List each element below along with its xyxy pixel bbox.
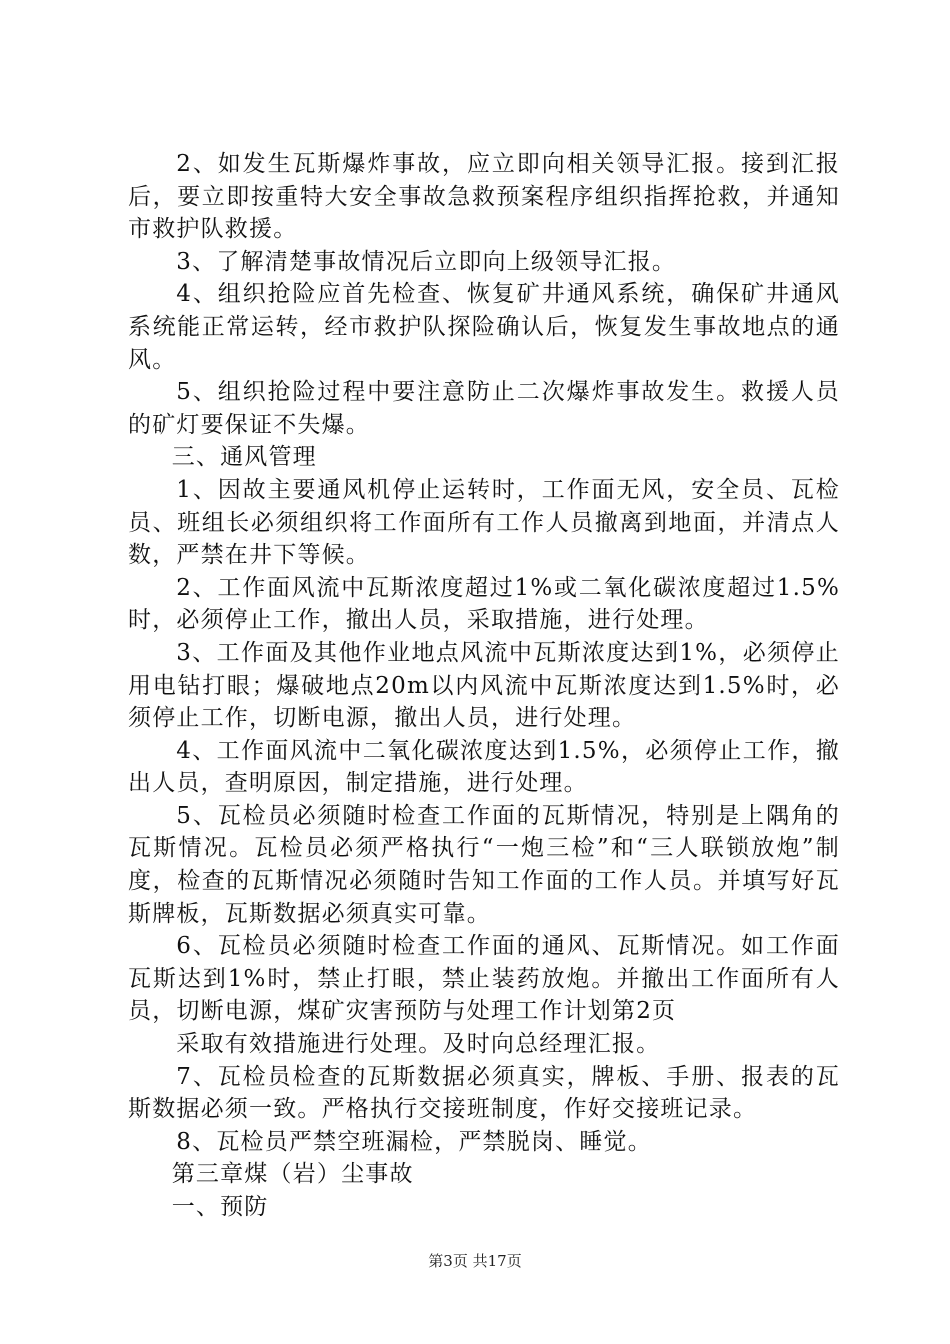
paragraph-fan-stop: 1、因故主要通风机停止运转时，工作面无风，安全员、瓦检员、班组长必须组织将工作面所有工作人员撤离到地面，并清点人数，严禁在井下等候。 <box>128 476 840 569</box>
paragraph-no-absence: 8、瓦检员严禁空班漏检，严禁脱岗、睡觉。 <box>176 1128 652 1155</box>
section-heading-prevention: 一、预防 <box>171 1194 269 1220</box>
document-body <box>128 148 840 1224</box>
paragraph-drilling-stop: 3、工作面及其他作业地点风流中瓦斯浓度达到1%，必须停止用电钻打眼；爆破地点20m以内风流中瓦斯浓度达到1.5%时，必须停止工作，切断电源，撤出人员，进行处理。 <box>128 639 840 732</box>
page-footer: 第3页 共17页 <box>428 1252 522 1270</box>
section-heading-ventilation: 三、通风管理 <box>171 444 317 471</box>
paragraph-gas-data-true: 7、瓦检员检查的瓦斯数据必须真实，牌板、手册、报表的瓦斯数据必须一致。严格执行交接班制度，作好交接班记录。 <box>128 1063 840 1123</box>
paragraph-take-measures: 采取有效措施进行处理。及时向总经理汇报。 <box>176 1031 661 1058</box>
paragraph-restore-ventilation: 4、组织抢险应首先检查、恢复矿井通风系统，确保矿井通风系统能正常运转，经市救护队探险确认后，恢复发生事故地点的通风。 <box>128 281 840 373</box>
paragraph-co2-exceed: 4、工作面风流中二氧化碳浓度达到1.5%，必须停止工作，撤出人员，查明原因，制定措施，进行处理。 <box>128 737 840 797</box>
paragraph-gas-exceed: 2、工作面风流中瓦斯浓度超过1%或二氧化碳浓度超过1.5%时，必须停止工作，撤出人员，采取措施，进行处理。 <box>128 574 840 634</box>
paragraph-explosion-report: 2、如发生瓦斯爆炸事故，应立即向相关领导汇报。接到汇报后，要立即按重特大安全事故急救预案程序组织指挥抢救，并通知市救护队救援。 <box>128 151 840 243</box>
paragraph-prevent-secondary-explosion: 5、组织抢险过程中要注意防止二次爆炸事故发生。救援人员的矿灯要保证不失爆。 <box>128 379 840 438</box>
paragraph-report-superior: 3、了解清楚事故情况后立即向上级领导汇报。 <box>176 248 677 275</box>
paragraph-gas-inspector-check: 5、瓦检员必须随时检查工作面的瓦斯情况，特别是上隅角的瓦斯情况。瓦检员必须严格执行“一炮三检”和“三人联锁放炮”制度，检查的瓦斯情况必须随时告知工作面的工作人员。并填写好瓦斯牌板，瓦斯数据必须真实可靠。 <box>128 802 840 927</box>
paragraph-gas-inspector-ventilation: 6、瓦检员必须随时检查工作面的通风、瓦斯情况。如工作面瓦斯达到1%时，禁止打眼，禁止装药放炮。并撤出工作面所有人员，切断电源，煤矿灾害预防与处理工作计划第2页 <box>128 933 840 1025</box>
chapter-heading-dust: 第三章煤（岩）尘事故 <box>171 1161 414 1188</box>
